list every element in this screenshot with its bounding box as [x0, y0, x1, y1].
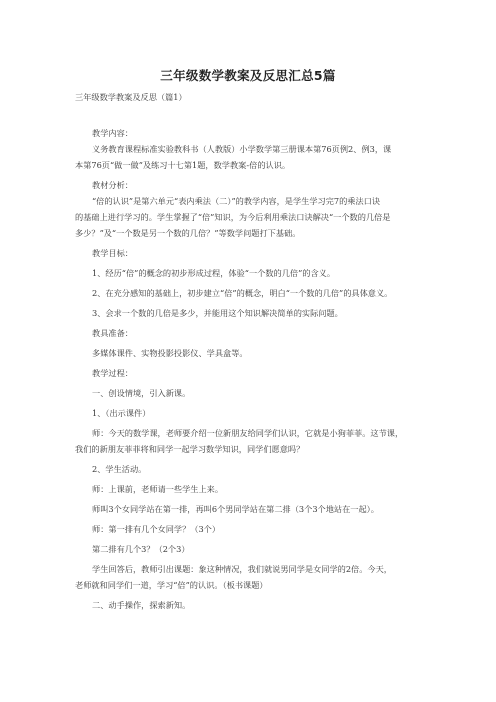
text-line: 的基础上进行学习的。学生掌握了“倍”知识，为今后利用乘法口诀解决“一个数的几倍是 — [75, 212, 391, 222]
text-line: 我们的新朋友菲菲将和同学一起学习数学知识，同学们愿意吗？ — [75, 444, 305, 454]
text-line: 学生回答后，教师引出课题：象这种情况，我们就说男同学是女同学的2倍。今天， — [92, 564, 392, 574]
text-line: 2、在充分感知的基础上，初步建立“倍”的概念，明白“一个数的几倍”的具体意义。 — [92, 288, 393, 298]
text-line: 义务教育课程标准实验教科书（人教版）小学数学第三册课本第76页例2、例3，课 — [92, 144, 392, 154]
text-line: 一、创设情境，引入新课。 — [92, 388, 191, 398]
text-line: 师：今天的数学课，老师要介绍一位新朋友给同学们认识，它就是小狗菲菲。这节课， — [92, 428, 404, 438]
text-line: 多少？”及“一个数是另一个数的几倍？”等数学问题打下基础。 — [75, 228, 301, 238]
section-subtitle: 三年级数学教案及反思（篇1） — [75, 92, 187, 102]
text-line: 1、经历“倍”的概念的初步形成过程，体验“一个数的几倍”的含义。 — [92, 268, 336, 278]
text-line: 第二排有几个3？（2个3） — [92, 544, 190, 554]
text-line: 教学目标： — [92, 248, 133, 258]
text-line: 多媒体课件、实物投影投影仪、学具盒等。 — [92, 348, 248, 358]
text-line: 师：上课前，老师请一些学生上来。 — [92, 484, 224, 494]
text-line: 3、会求一个数的几倍是多少，并能用这个知识解决简单的实际问题。 — [92, 308, 343, 318]
text-line: 师：第一排有几个女同学？（3个） — [92, 524, 221, 534]
text-line: 二、动手操作，探索新知。 — [92, 600, 191, 610]
text-line: 师叫3个女同学站在第一排，再叫6个男同学站在第二排（3个3个地站在一起）。 — [92, 504, 379, 514]
text-line: 1、（出示课件） — [92, 408, 151, 418]
text-line: 教材分析： — [92, 180, 133, 190]
text-line: 教学内容： — [92, 128, 133, 138]
text-line: 教具准备： — [92, 328, 133, 338]
text-line: “倍的认识”是第六单元“表内乘法（二）”的教学内容，是学生学习完7的乘法口诀 — [92, 196, 381, 206]
text-line: 2、学生活动。 — [92, 464, 147, 474]
text-line: 本第76页“做一做”及练习十七第1题，数学教案-倍的认识。 — [75, 160, 291, 170]
text-line: 老师就和同学们一道，学习“倍”的认识。（板书课题） — [75, 580, 268, 590]
page-title: 三年级数学教案及反思汇总5篇 — [160, 68, 336, 83]
text-line: 教学过程： — [92, 368, 133, 378]
